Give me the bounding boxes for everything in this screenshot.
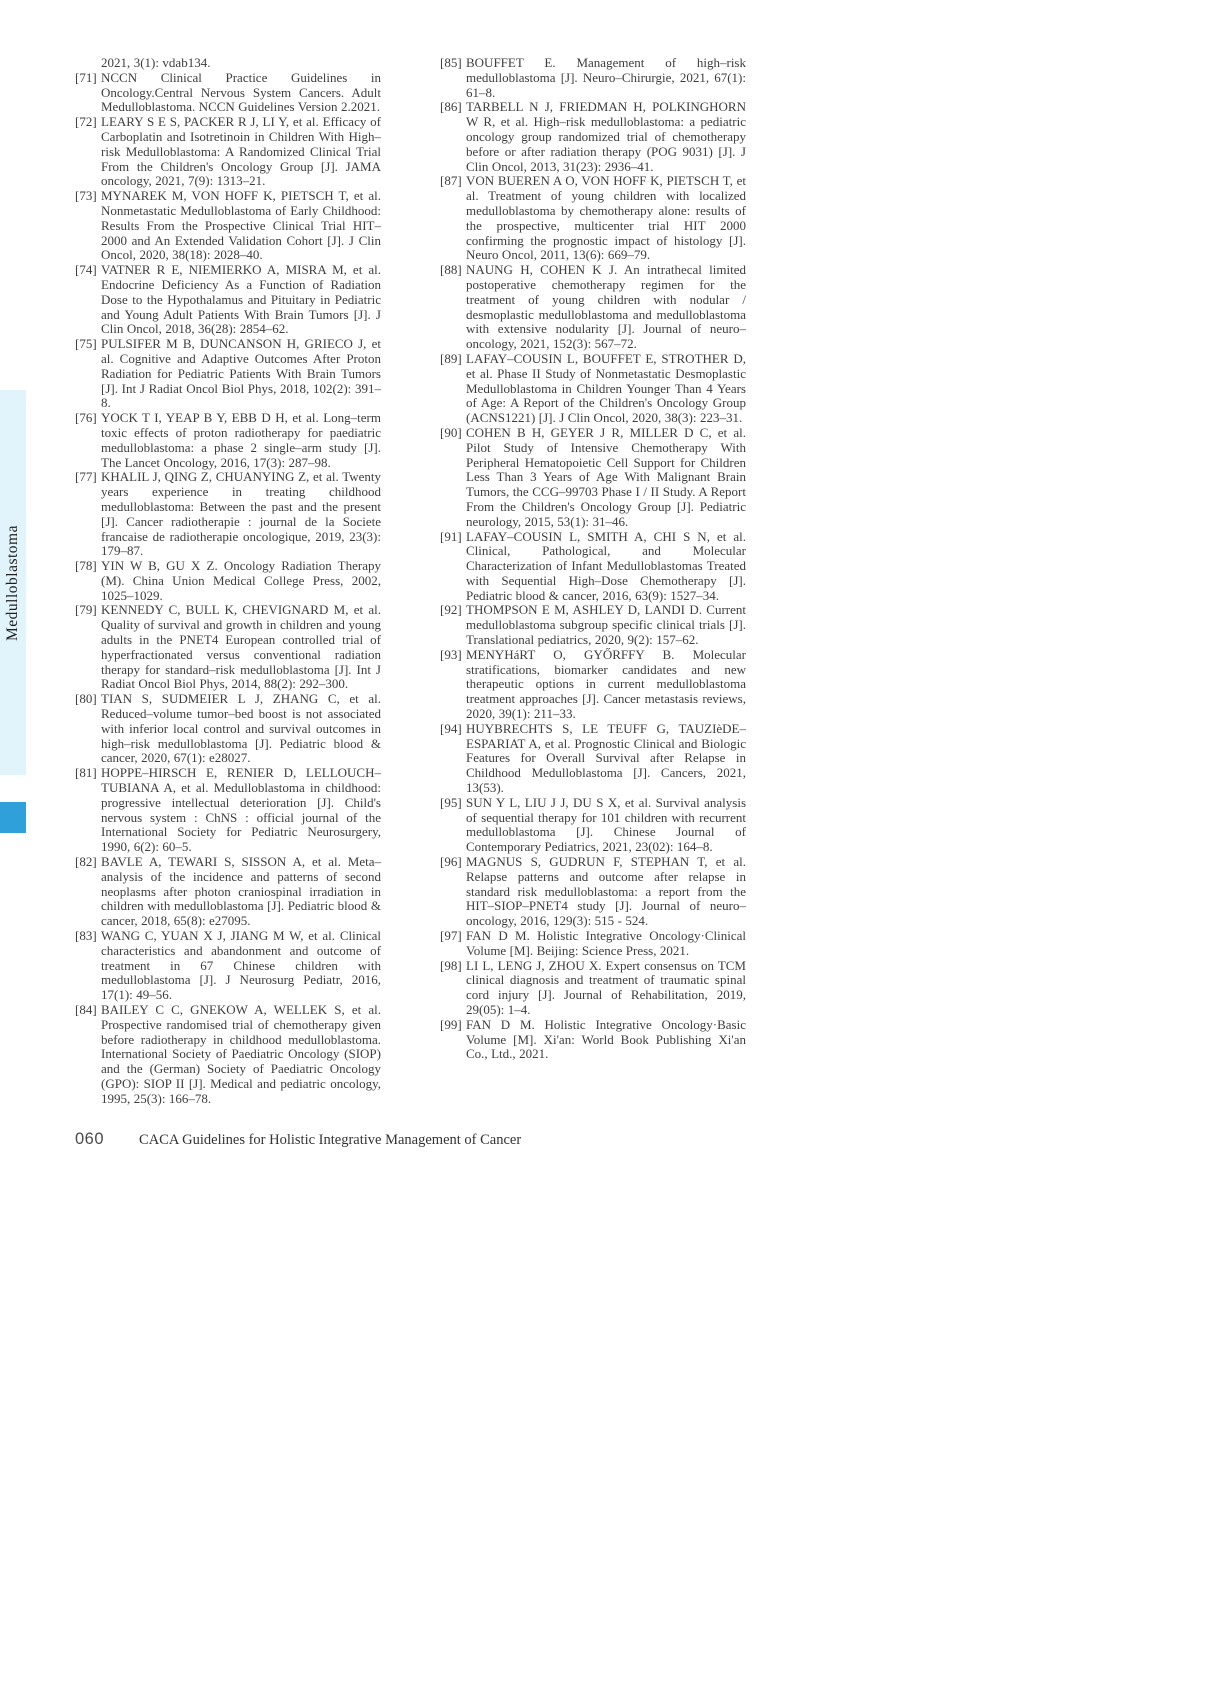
reference-text: YOCK T I, YEAP B Y, EBB D H, et al. Long–term toxic effects of proton radiotherapy for paediatric medulloblastoma: a phase 2 single–arm study [J]. The Lancet Oncology, 2016, 17(3): 287–98. <box>101 410 381 470</box>
reference-text: SUN Y L, LIU J J, DU S X, et al. Survival analysis of sequential therapy for 101 children with recurrent medulloblastoma [J]. Chinese Journal of Contemporary Pediatrics, 2021, 23(02): 164–8. <box>466 794 746 855</box>
reference-text: LEARY S E S, PACKER R J, LI Y, et al. Efficacy of Carboplatin and Isotretinoin in Children With High–risk Medulloblastoma: A Randomized Clinical Trial From the Children's Oncology Group [J]. JAMA oncology, 2021, 7(9): 1313–21. <box>101 114 381 189</box>
reference-text: NAUNG H, COHEN K J. An intrathecal limited postoperative chemotherapy regimen for the treatment of young children with nodular / desmoplastic medulloblastoma and medulloblastoma with extensive nodularity [J]. Journal of neuro–oncology, 2021, 152(3): 567–72. <box>466 262 746 352</box>
reference-number: [96] <box>440 854 462 870</box>
reference-text: 2021, 3(1): vdab134. <box>101 55 211 70</box>
reference-item <box>440 722 746 796</box>
reference-number: [83] <box>75 928 97 944</box>
reference-item <box>75 559 381 603</box>
footer-title: CACA Guidelines for Holistic Integrative Management of Cancer <box>139 1132 522 1148</box>
reference-number: [74] <box>75 262 97 278</box>
reference-item <box>440 174 746 263</box>
reference-text: MYNAREK M, VON HOFF K, PIETSCH T, et al. Nonmetastatic Medulloblastoma of Early Childhood: Results From the Prospective Clinical Trial HIT–2000 and An Extended Validation Cohort [J]. J Clin Oncol, 2020, 38(18): 2028–40. <box>101 188 381 263</box>
reference-item <box>75 189 381 263</box>
reference-text: HUYBRECHTS S, LE TEUFF G, TAUZIèDE–ESPARIAT A, et al. Prognostic Clinical and Biologic Features for Overall Survival after Relapse in Childhood Medulloblastoma [J]. Cancers, 2021, 13(53). <box>466 720 746 796</box>
chapter-tab <box>0 390 26 775</box>
reference-number: [93] <box>440 646 462 662</box>
reference-text: WANG C, YUAN X J, JIANG M W, et al. Clinical characteristics and abandonment and outcome of treatment in 67 Chinese children with medulloblastoma [J]. J Neurosurg Pediatr, 2016, 17(1): 49–56. <box>101 928 381 1003</box>
reference-number: [81] <box>75 765 97 781</box>
page-footer <box>75 1130 521 1149</box>
reference-number: [76] <box>75 410 97 426</box>
reference-item <box>75 929 381 1003</box>
reference-item <box>75 766 381 855</box>
reference-text: MAGNUS S, GUDRUN F, STEPHAN T, et al. Relapse patterns and outcome after relapse in standard risk medulloblastoma: a report from the HIT–SIOP–PNET4 study [J]. Journal of neuro–oncology, 2016, 129(3): 515 - 524. <box>466 854 746 929</box>
reference-item <box>440 648 746 722</box>
reference-number: [72] <box>75 114 97 130</box>
reference-text: KHALIL J, QING Z, CHUANYING Z, et al. Twenty years experience in treating childhood medulloblastoma: Between the past and the present [J]. Cancer radiotherapie : journal de la Societe francaise de radiotherapie oncologique, 2019, 23(3): 179–87. <box>101 469 381 559</box>
reference-text: FAN D M. Holistic Integrative Oncology·Basic Volume [M]. Xi'an: World Book Publishing Xi'an Co., Ltd., 2021. <box>466 1016 746 1062</box>
reference-item <box>440 796 746 855</box>
reference-item <box>440 959 746 1018</box>
reference-number: [95] <box>440 794 462 810</box>
reference-number: [88] <box>440 262 462 278</box>
reference-text: VON BUEREN A O, VON HOFF K, PIETSCH T, et al. Treatment of young children with localized medulloblastoma by chemotherapy alone: results of the prospective, multicenter trial HIT 2000 confirming the prognostic impact of histology [J]. Neuro Oncol, 2011, 13(6): 669–79. <box>466 173 746 263</box>
reference-text: BOUFFET E. Management of high–risk medulloblastoma [J]. Neuro–Chirurgie, 2021, 67(1): 61–8. <box>466 55 746 100</box>
reference-text: PULSIFER M B, DUNCANSON H, GRIECO J, et al. Cognitive and Adaptive Outcomes After Proton Radiation for Pediatric Patients With Brain Tumors [J]. Int J Radiat Oncol Biol Phys, 2018, 102(2): 391–8. <box>101 336 381 411</box>
reference-text: LAFAY–COUSIN L, SMITH A, CHI S N, et al. Clinical, Pathological, and Molecular Characterization of Infant Medulloblastomas Treated with Sequential High–Dose Chemotherapy [J]. Pediatric blood & cancer, 2016, 63(9): 1527–34. <box>466 528 746 603</box>
page-marker-square <box>0 802 26 833</box>
reference-item <box>75 56 381 71</box>
reference-number: [98] <box>440 957 462 973</box>
reference-text: NCCN Clinical Practice Guidelines in Oncology.Central Nervous System Cancers. Adult Medulloblastoma. NCCN Guidelines Version 2.2021. <box>101 69 381 115</box>
reference-text: BAVLE A, TEWARI S, SISSON A, et al. Meta–analysis of the incidence and patterns of second neoplasms after photon craniospinal irradiation in children with medulloblastoma [J]. Pediatric blood & cancer, 2018, 65(8): e27095. <box>101 854 381 929</box>
reference-item <box>75 115 381 189</box>
reference-item <box>75 692 381 766</box>
reference-number: [73] <box>75 188 97 204</box>
reference-number <box>75 56 101 71</box>
reference-number: [90] <box>440 424 462 440</box>
reference-item <box>440 352 746 426</box>
reference-item <box>75 470 381 559</box>
reference-number: [87] <box>440 173 462 189</box>
reference-item <box>440 855 746 929</box>
reference-number: [79] <box>75 602 97 618</box>
reference-item <box>75 1003 381 1107</box>
reference-number: [89] <box>440 350 462 366</box>
reference-number: [99] <box>440 1016 462 1032</box>
reference-text: BAILEY C C, GNEKOW A, WELLEK S, et al. Prospective randomised trial of chemotherapy given before radiotherapy in childhood medulloblastoma. International Society of Paediatric Oncology (SIOP) and the (German) Society of Paediatric Oncology (GPO): SIOP II [J]. Medical and pediatric oncology, 1995, 25(3): 166–78. <box>101 1002 381 1106</box>
reference-item <box>440 530 746 604</box>
reference-text: LAFAY–COUSIN L, BOUFFET E, STROTHER D, et al. Phase II Study of Nonmetastatic Desmoplastic Medulloblastoma in Children Younger Than 4 Years of Age: A Report of the Children's Oncology Group (ACNS1221) [J]. J Clin Oncol, 2020, 38(3): 223–31. <box>466 350 746 426</box>
reference-number: [75] <box>75 336 97 352</box>
page-number: 060 <box>75 1130 105 1148</box>
reference-number: [92] <box>440 602 462 618</box>
reference-text: THOMPSON E M, ASHLEY D, LANDI D. Current medulloblastoma subgroup specific clinical trials [J]. Translational pediatrics, 2020, 9(2): 157–62. <box>466 602 746 648</box>
reference-text: TARBELL N J, FRIEDMAN H, POLKINGHORN W R, et al. High–risk medulloblastoma: a pediatric oncology group randomized trial of chemotherapy before or after radiation therapy (POG 9031) [J]. J Clin Oncol, 2013, 31(23): 2936–41. <box>466 99 746 174</box>
reference-item <box>75 855 381 929</box>
reference-item <box>440 1018 746 1062</box>
reference-item <box>440 56 746 100</box>
reference-number: [71] <box>75 69 97 85</box>
reference-item <box>75 411 381 470</box>
reference-item <box>75 71 381 115</box>
reference-item <box>440 263 746 352</box>
reference-number: [84] <box>75 1002 97 1017</box>
reference-text: MENYHáRT O, GYŐRFFY B. Molecular stratifications, biomarker candidates and new therapeutic options in current medulloblastoma treatment approaches [J]. Cancer metastasis reviews, 2020, 39(1): 211–33. <box>466 646 746 722</box>
reference-item <box>440 929 746 959</box>
reference-item <box>75 337 381 411</box>
reference-number: [97] <box>440 928 462 944</box>
reference-item <box>440 603 746 647</box>
reference-item <box>440 426 746 530</box>
reference-text: COHEN B H, GEYER J R, MILLER D C, et al. Pilot Study of Intensive Chemotherapy With Peripheral Hematopoietic Cell Support for Children Less Than 3 Years of Age With Malignant Brain Tumors, the CCG–99703 Phase I / II Study. A Report From the Children's Oncology Group [J]. Pediatric neurology, 2015, 53(1): 31–46. <box>466 424 746 529</box>
reference-number: [82] <box>75 854 97 870</box>
reference-number: [91] <box>440 528 462 544</box>
reference-text: YIN W B, GU X Z. Oncology Radiation Therapy (M). China Union Medical College Press, 2002, 1025–1029. <box>101 558 381 603</box>
reference-text: KENNEDY C, BULL K, CHEVIGNARD M, et al. Quality of survival and growth in children and young adults in the PNET4 European controlled trial of hyperfractionated versus conventional radiation therapy for standard–risk medulloblastoma [J]. Int J Radiat Oncol Biol Phys, 2014, 88(2): 292–300. <box>101 602 381 692</box>
reference-number: [80] <box>75 691 97 707</box>
reference-item <box>440 100 746 174</box>
reference-text: VATNER R E, NIEMIERKO A, MISRA M, et al. Endocrine Deficiency As a Function of Radiation Dose to the Hypothalamus and Pituitary in Pediatric and Young Adult Patients With Brain Tumors [J]. J Clin Oncol, 2018, 36(28): 2854–62. <box>101 262 381 337</box>
reference-number: [86] <box>440 99 462 115</box>
reference-text: FAN D M. Holistic Integrative Oncology·Clinical Volume [M]. Beijing: Science Press, 2021. <box>466 928 746 958</box>
reference-number: [77] <box>75 469 97 485</box>
reference-text: TIAN S, SUDMEIER L J, ZHANG C, et al. Reduced–volume tumor–bed boost is not associated with inferior local control and survival outcomes in high–risk medulloblastoma [J]. Pediatric blood & cancer, 2020, 67(1): e28027. <box>101 691 381 766</box>
reference-item <box>75 263 381 337</box>
references-column-right <box>440 56 746 1062</box>
reference-text: LI L, LENG J, ZHOU X. Expert consensus on TCM clinical diagnosis and treatment of traumatic spinal cord injury [J]. Journal of Rehabilitation, 2019, 29(05): 1–4. <box>466 957 746 1017</box>
reference-number: [78] <box>75 558 97 574</box>
references-column-left <box>75 56 381 1107</box>
chapter-tab-label: Medulloblastoma <box>4 524 21 641</box>
reference-item <box>75 603 381 692</box>
reference-number: [94] <box>440 720 462 736</box>
reference-number: [85] <box>440 55 462 70</box>
reference-text: HOPPE–HIRSCH E, RENIER D, LELLOUCH–TUBIANA A, et al. Medulloblastoma in childhood: progressive intellectual deterioration [J]. Child's nervous system : ChNS : official journal of the International Society for Pediatric Neurosurgery, 1990, 6(2): 60–5. <box>101 765 381 855</box>
